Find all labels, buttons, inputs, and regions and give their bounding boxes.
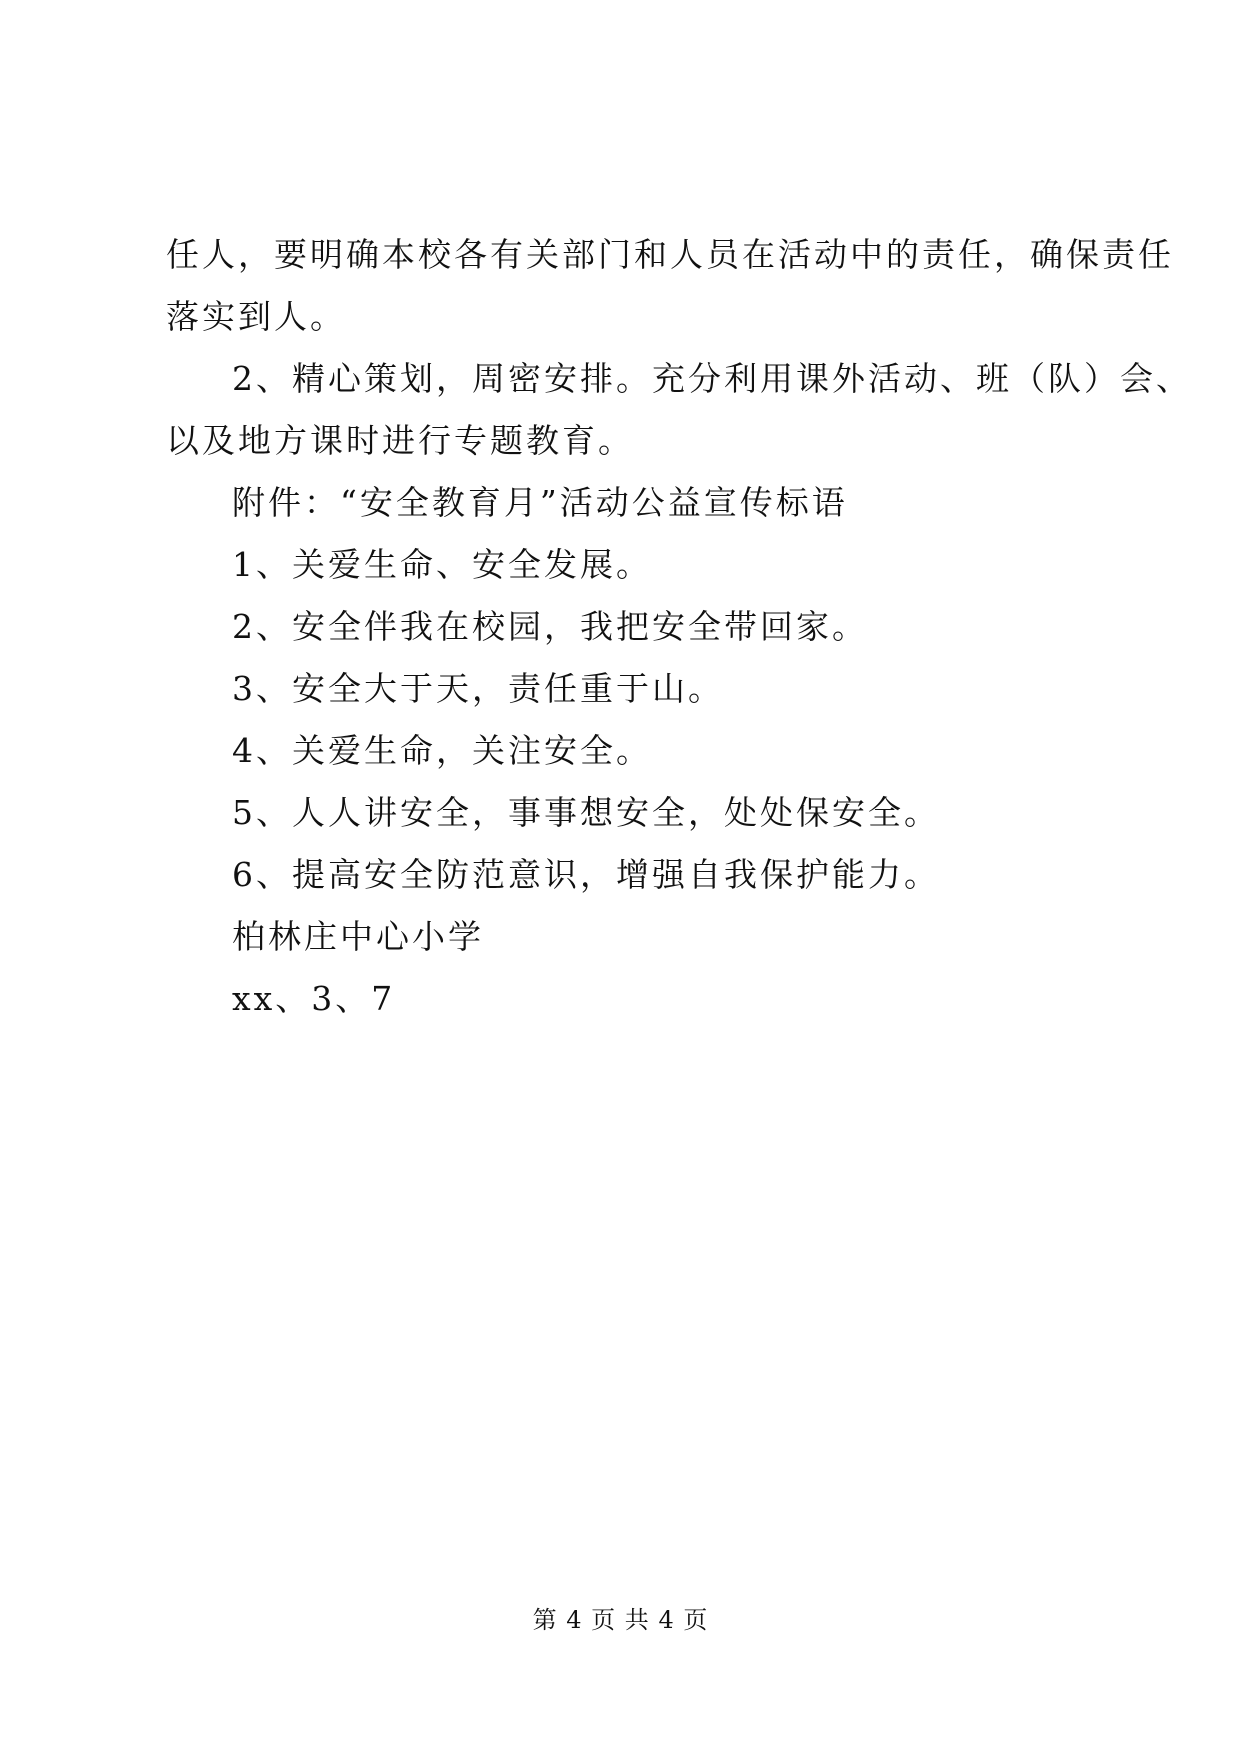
slogan-item: 2、安全伴我在校园，我把安全带回家。	[232, 607, 868, 646]
signature-date: xx、3、7	[232, 979, 396, 1018]
paragraph-line: 2、精心策划，周密安排。充分利用课外活动、班（队）会、	[232, 359, 1192, 398]
paragraph-line: 以及地方课时进行专题教育。	[166, 421, 634, 460]
paragraph-line: 落实到人。	[166, 297, 346, 336]
slogan-item: 5、人人讲安全，事事想安全，处处保安全。	[232, 793, 940, 832]
attachment-heading: 附件：“安全教育月”活动公益宣传标语	[232, 483, 848, 522]
signature-school: 柏林庄中心小学	[232, 917, 484, 956]
slogan-item: 1、关爱生命、安全发展。	[232, 545, 652, 584]
slogan-item: 3、安全大于天，责任重于山。	[232, 669, 724, 708]
page-footer: 第 4 页 共 4 页	[532, 1606, 709, 1634]
slogan-item: 4、关爱生命，关注安全。	[232, 731, 652, 770]
document-body	[166, 224, 1192, 1030]
slogan-item: 6、提高安全防范意识，增强自我保护能力。	[232, 855, 940, 894]
paragraph-line: 任人，要明确本校各有关部门和人员在活动中的责任，确保责任	[166, 235, 1174, 274]
